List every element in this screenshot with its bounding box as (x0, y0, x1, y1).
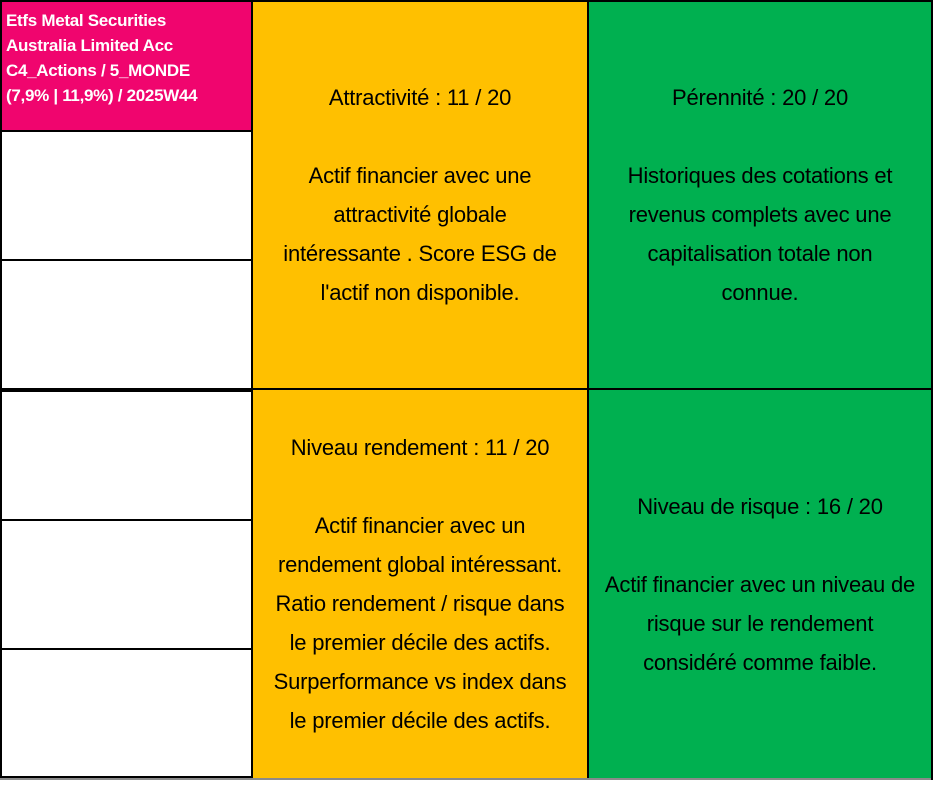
empty-cell-3 (0, 390, 253, 521)
attractivite-text-line: Actif financier avec une (308, 163, 532, 188)
asset-name-line-2: Australia Limited Acc (6, 36, 173, 55)
risque-text-line: considéré comme faible. (643, 649, 877, 675)
perennite-text-line: revenus complets avec une (628, 202, 892, 227)
empty-cell-2 (0, 259, 253, 390)
rendement-text-line: le premier décile des actifs. (289, 630, 551, 655)
attractivite-text-line: l'actif non disponible. (320, 280, 520, 305)
risque-title: Niveau de risque : 16 / 20 (637, 493, 883, 519)
rendement-title: Niveau rendement : 11 / 20 (290, 435, 550, 460)
attractivite-title: Attractivité : 11 / 20 (328, 85, 512, 110)
rendement-text-line: rendement global intéressant. (277, 552, 563, 577)
rendement-text-line: Actif financier avec un (314, 513, 526, 538)
asset-name-line-1: Etfs Metal Securities (6, 11, 166, 30)
asset-stats-line: (7,9% | 11,9%) / 2025W44 (6, 86, 198, 105)
attractivite-text-line: intéressante . Score ESG de (283, 241, 557, 266)
rendement-text-line: Ratio rendement / risque dans (275, 591, 565, 616)
perennite-title: Pérennité : 20 / 20 (672, 85, 848, 110)
bottom-divider (0, 778, 931, 780)
perennite-panel (587, 0, 933, 390)
empty-cell-1 (0, 130, 253, 261)
attractivite-text-line: attractivité globale (333, 202, 507, 227)
rendement-panel (251, 388, 589, 780)
rendement-text-line: le premier décile des actifs. (289, 708, 551, 733)
empty-cell-5 (0, 648, 253, 778)
asset-header (0, 0, 253, 130)
perennite-text-line: Historiques des cotations et (627, 163, 893, 188)
risque-panel (587, 388, 933, 780)
asset-category-line: C4_Actions / 5_MONDE (6, 61, 190, 80)
risque-text-line: Actif financier avec un niveau de (604, 571, 916, 597)
perennite-text-line: connue. (721, 280, 799, 305)
rendement-text-line: Surperformance vs index dans (273, 669, 567, 694)
attractivite-panel (251, 0, 589, 390)
perennite-text-line: capitalisation totale non (647, 241, 873, 266)
risque-text-line: risque sur le rendement (646, 610, 874, 636)
empty-cell-4 (0, 519, 253, 650)
